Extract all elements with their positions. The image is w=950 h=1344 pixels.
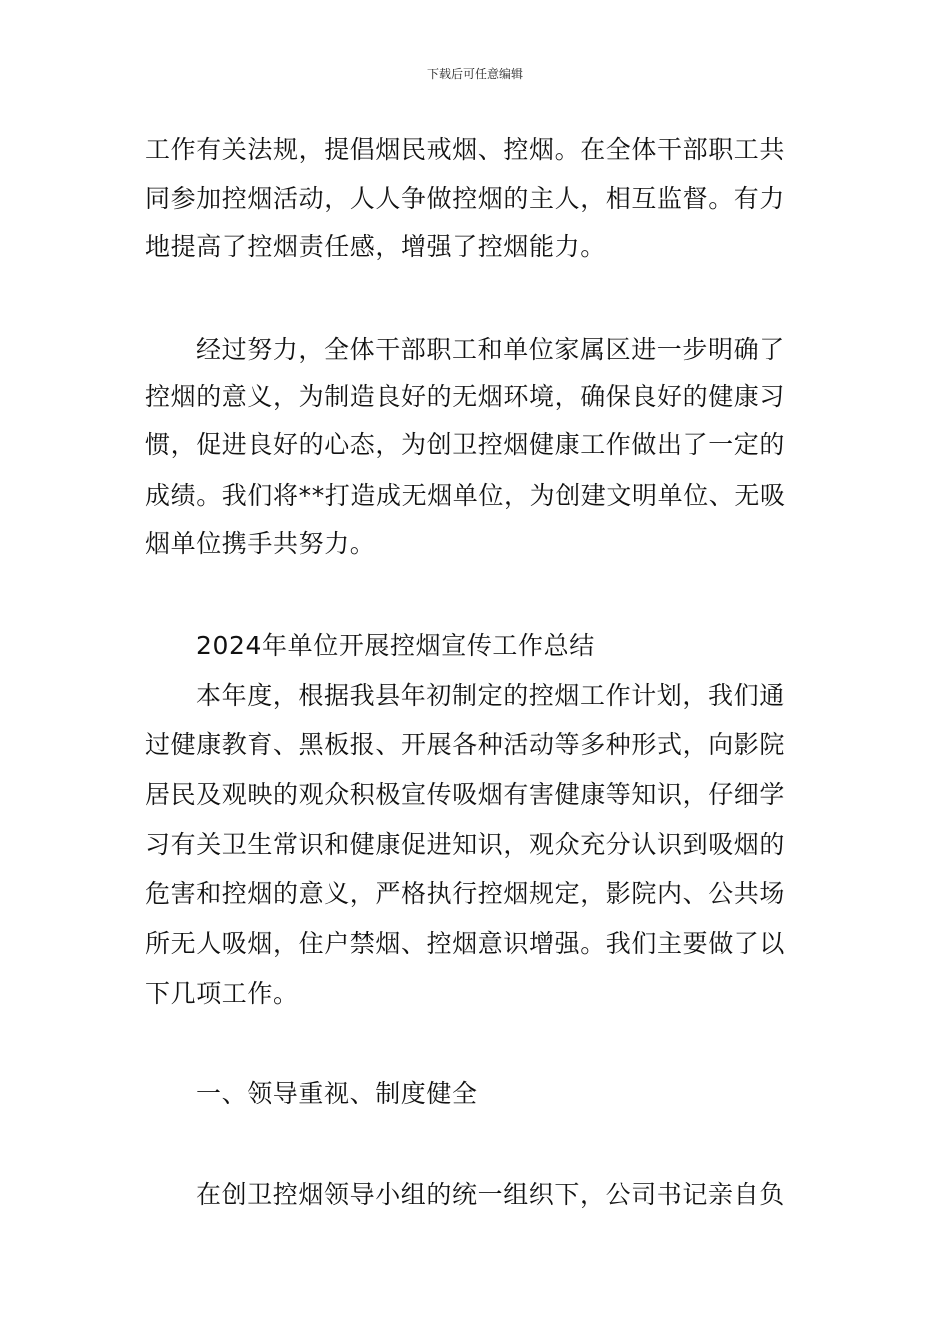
text-line: 下几项工作。 (145, 979, 299, 1008)
text-line: 控烟的意义，为制造良好的无烟环境，确保良好的健康习 (145, 382, 786, 411)
subheading: 一、领导重视、制度健全 (196, 1079, 478, 1108)
section-title: 2024年单位开展控烟宣传工作总结 (196, 631, 595, 660)
text-line: 惯，促进良好的心态，为创卫控烟健康工作做出了一定的 (145, 430, 786, 459)
text-line: 烟单位携手共努力。 (145, 529, 376, 558)
text-line: 地提高了控烟责任感，增强了控烟能力。 (145, 232, 606, 261)
text-line: 经过努力，全体干部职工和单位家属区进一步明确了 (196, 335, 785, 364)
text-line: 成绩。我们将**打造成无烟单位，为创建文明单位、无吸 (145, 481, 786, 510)
text-line: 所无人吸烟，住户禁烟、控烟意识增强。我们主要做了以 (145, 929, 786, 958)
page-header: 下载后可任意编辑 (426, 67, 523, 81)
text-line: 过健康教育、黑板报、开展各种活动等多种形式，向影院 (145, 730, 786, 759)
text-line: 在创卫控烟领导小组的统一组织下，公司书记亲自负 (196, 1180, 785, 1209)
text-line: 同参加控烟活动，人人争做控烟的主人，相互监督。有力 (145, 184, 786, 213)
text-line: 工作有关法规，提倡烟民戒烟、控烟。在全体干部职工共 (145, 135, 786, 164)
text-line: 危害和控烟的意义，严格执行控烟规定，影院内、公共场 (145, 879, 786, 908)
text-line: 习有关卫生常识和健康促进知识，观众充分认识到吸烟的 (145, 830, 786, 859)
text-line: 本年度，根据我县年初制定的控烟工作计划，我们通 (196, 681, 785, 710)
text-line: 居民及观映的观众积极宣传吸烟有害健康等知识，仔细学 (145, 780, 786, 809)
